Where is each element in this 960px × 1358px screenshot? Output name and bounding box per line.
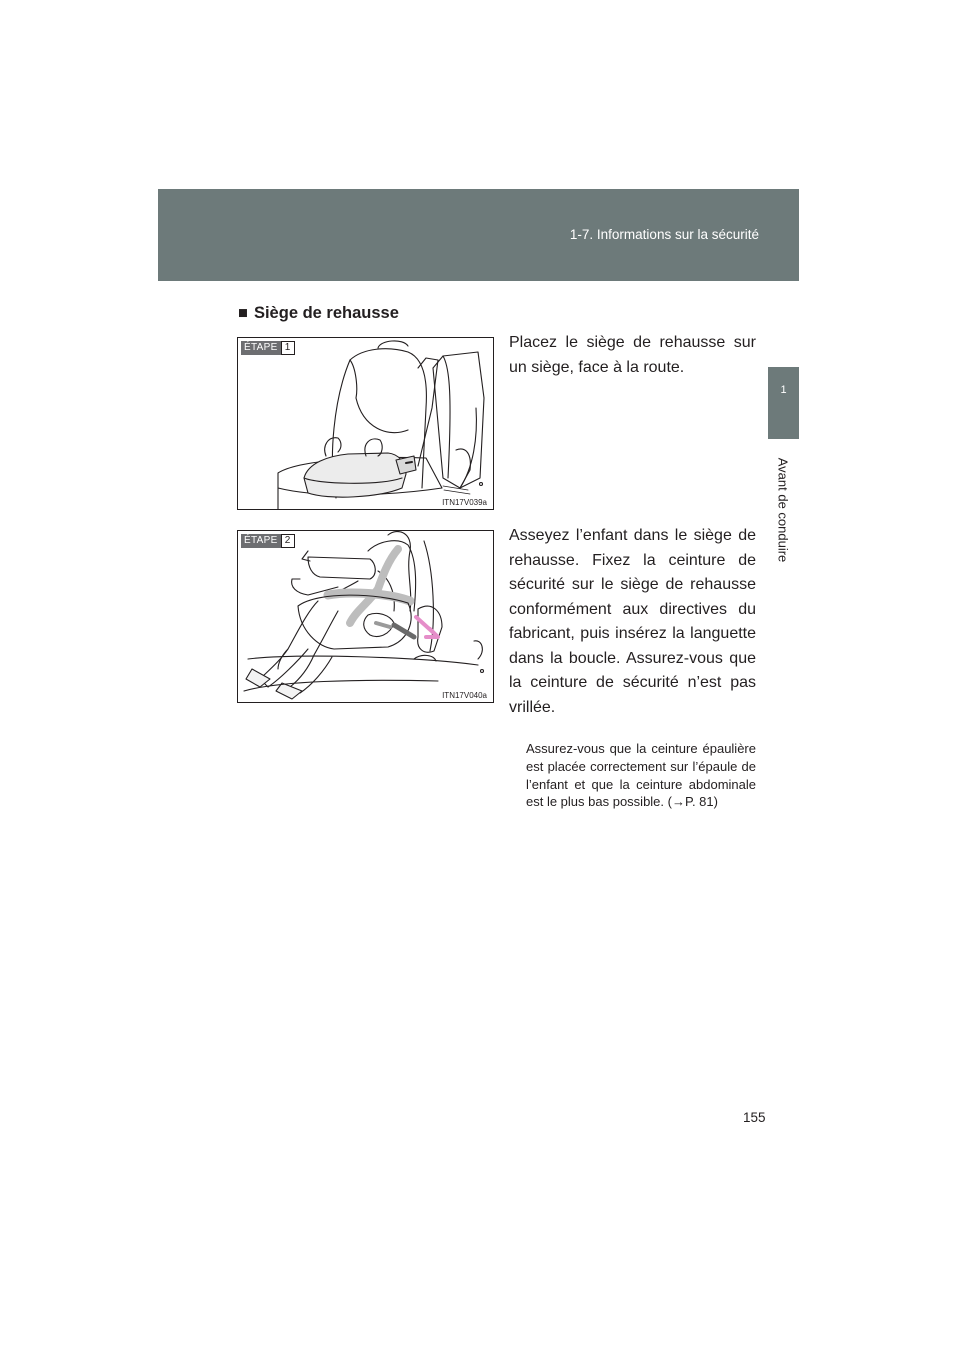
section-heading-text: Siège de rehausse bbox=[253, 304, 399, 322]
step-1-text: Placez le siège de rehausse sur un siège, face à la route. bbox=[509, 334, 756, 376]
figure-code: ITN17V039a bbox=[442, 498, 487, 507]
step-2-text: Asseyez l’enfant dans le siège de rehausse. Fixez la ceinture de sécurité sur le siège de rehausse conformément aux directives du fabricant, puis insérez la languette dans la boucle. Assurez-vous que la ceinture de sécurité n’est pas vrillée. bbox=[509, 527, 756, 716]
figure-code: ITN17V040a bbox=[442, 691, 487, 700]
step-2-note: Assurez-vous que la ceinture épaulière est placée correctement sur l’épaule de l’enfant et que la ceinture abdominale est le plus bas possible. (→P. 81) bbox=[526, 741, 756, 810]
chapter-number: 1 bbox=[780, 384, 787, 396]
page-number: 155 bbox=[743, 1110, 766, 1125]
step-1-badge bbox=[241, 341, 295, 355]
step-1-figure bbox=[237, 337, 494, 510]
section-heading bbox=[238, 304, 399, 323]
step-label: ÉTAPE bbox=[241, 341, 281, 355]
step-label: ÉTAPE bbox=[241, 534, 281, 548]
chapter-tab bbox=[768, 367, 799, 439]
step-number: 1 bbox=[281, 341, 295, 355]
step-2-figure bbox=[237, 530, 494, 703]
step-number: 2 bbox=[281, 534, 295, 548]
child-booster-illustration bbox=[238, 531, 494, 703]
section-title: 1-7. Informations sur la sécurité bbox=[569, 227, 759, 242]
chapter-label: Avant de conduire bbox=[775, 457, 791, 563]
step-2-badge bbox=[241, 534, 295, 548]
booster-seat-illustration bbox=[238, 338, 494, 510]
square-bullet-icon: ■ bbox=[238, 304, 248, 322]
header-band bbox=[158, 189, 799, 281]
